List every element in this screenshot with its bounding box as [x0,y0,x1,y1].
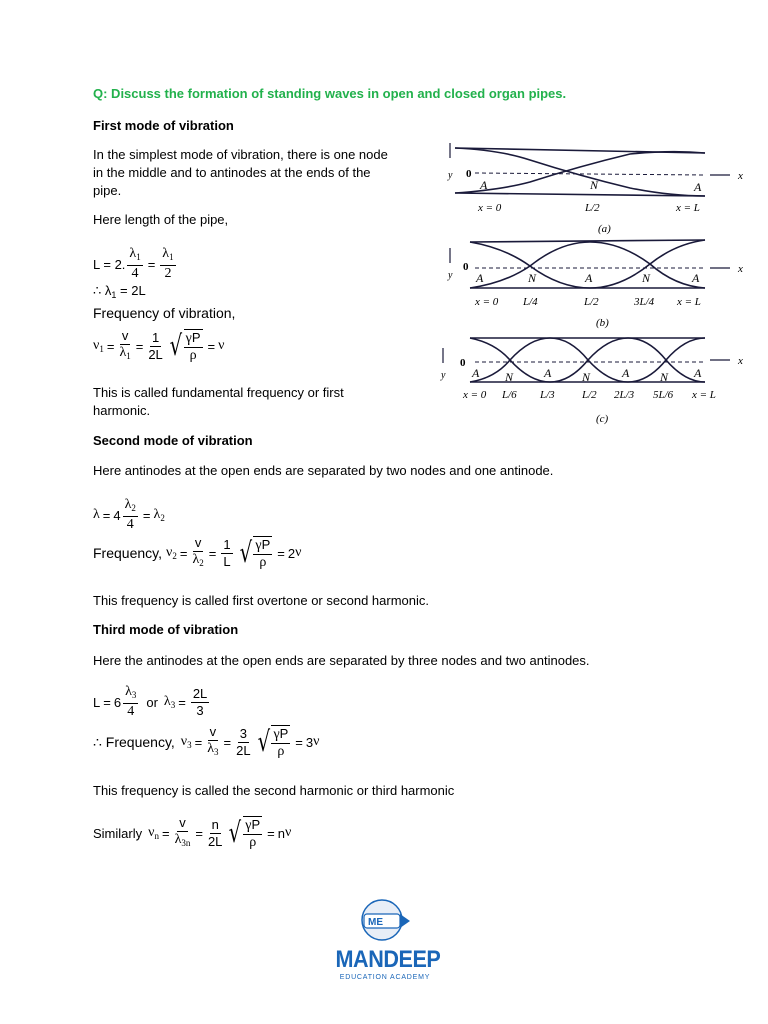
tick-c-3: L/2 [582,389,597,401]
label-c-4: A [622,366,630,380]
standing-wave-figure [430,138,750,430]
first-mode-intro: In the simplest mode of vibration, there is one node in the middle and to antinodes at the ends of the pipe. [93,147,388,198]
logo [330,898,440,988]
equation-lambda2: λ = 4 $\frac{\lambda_2}{4}$ = $\lambda_2$ [93,497,165,532]
equation-nu1: $\nu_1$ = $\frac{v}{\lambda_1}$ = $\frac{1}{2L}$ √ $\frac{\gamma P}{\rho}$ = ν [93,328,225,363]
second-mode-intro: Here antinodes at the open ends are separated by two nodes and one antinode. [93,463,554,478]
tick-a-2: x = L [676,202,700,214]
tick-c-5: 5L/6 [653,389,674,401]
equation-L3: L = 6 $\frac{\lambda_3}{4}$ or $\lambda_3$ = $\frac{2L}{3}$ [93,684,208,719]
axis-y-a: y [448,170,453,181]
label-b-1: N [528,271,537,285]
caption-b: (b) [596,317,609,329]
tick-c-1: L/6 [502,389,517,401]
first-mode-heading: First mode of vibration [93,118,234,133]
tick-c-0: x = 0 [463,389,487,401]
label-b-2: A [585,271,593,285]
label-a-0: A [480,178,488,192]
or-text: or [146,694,158,710]
label-b-3: N [642,271,651,285]
axis-y-c: y [441,370,446,381]
third-mode-heading: Third mode of vibration [93,622,239,637]
freq-label-2: Frequency, [93,545,162,561]
third-mode-closing: This frequency is called the second harmonic or third harmonic [93,783,455,798]
axis-y-b: y [448,270,453,281]
length-text: Here length of the pipe, [93,212,229,227]
logo-mark-text: ME [368,917,383,928]
label-c-0: A [472,366,480,380]
equation-nun: Similarly $\nu_n$ = $\frac{v}{\lambda_{3n}}$ = $\frac{n}{2L}$ √ $\frac{\gamma P}{\rho}$ = n ν [93,815,292,850]
caption-a: (a) [598,223,611,235]
tick-a-0: x = 0 [478,202,502,214]
tick-b-3: 3L/4 [634,296,655,308]
first-mode-closing: This is called fundamental frequency or first harmonic. [93,385,344,418]
caption-c: (c) [596,413,609,425]
label-a-1: N [590,178,599,192]
tick-c-2: L/3 [540,389,555,401]
tick-b-2: L/2 [584,296,599,308]
label-c-5: N [660,370,669,384]
axis-x-b: x [738,263,743,275]
question-title: Q: Discuss the formation of standing waves in open and closed organ pipes. [93,86,567,101]
equation-L: L = 2. $\frac{\lambda_1}{4}$ = $\frac{\lambda_1}{2}$ [93,246,174,281]
second-mode-closing: This frequency is called first overtone or second harmonic. [93,593,429,608]
freq-label-3: ∴ Frequency, [93,733,175,750]
label-b-0: A [476,271,484,285]
tick-c-4: 2L/3 [614,389,635,401]
freq-text: Frequency of vibration, [93,305,236,321]
third-mode-intro: Here the antinodes at the open ends are separated by three nodes and two antinodes. [93,653,590,668]
label-c-6: A [694,366,702,380]
axis-x-a: x [738,170,743,182]
axis-x-c: x [738,355,743,367]
logo-name: MANDEEP [335,946,441,973]
tick-b-4: x = L [677,296,701,308]
similarly-label: Similarly [93,825,143,841]
second-mode-heading: Second mode of vibration [93,433,253,448]
label-c-2: A [544,366,552,380]
label-a-2: A [694,180,702,194]
tick-b-1: L/4 [523,296,538,308]
logo-tagline: EDUCATION ACADEMY [339,974,431,981]
tick-b-0: x = 0 [475,296,499,308]
equation-lambda1: ∴ $\lambda_1 = 2L$ [93,283,146,300]
label-c-1: N [505,370,514,384]
origin-b: 0 [463,261,469,273]
equation-nu2: Frequency, $\nu_2$ = $\frac{v}{\lambda_2}$ = $\frac{1}{L}$ √ $\frac{\gamma P}{\rho}$ = 2 ν [93,535,302,570]
origin-a: 0 [466,168,472,180]
logo-mark-icon [330,898,440,948]
tick-c-6: x = L [692,389,716,401]
equation-nu3: ∴ Frequency, $\nu_3$ = $\frac{v}{\lambda_3}$ = $\frac{3}{2L}$ √ $\frac{\gamma P}{\rho}$ = 3 ν [93,724,320,759]
tick-a-1: L/2 [585,202,600,214]
label-c-3: N [582,370,591,384]
label-b-4: A [692,271,700,285]
origin-c: 0 [460,357,466,369]
